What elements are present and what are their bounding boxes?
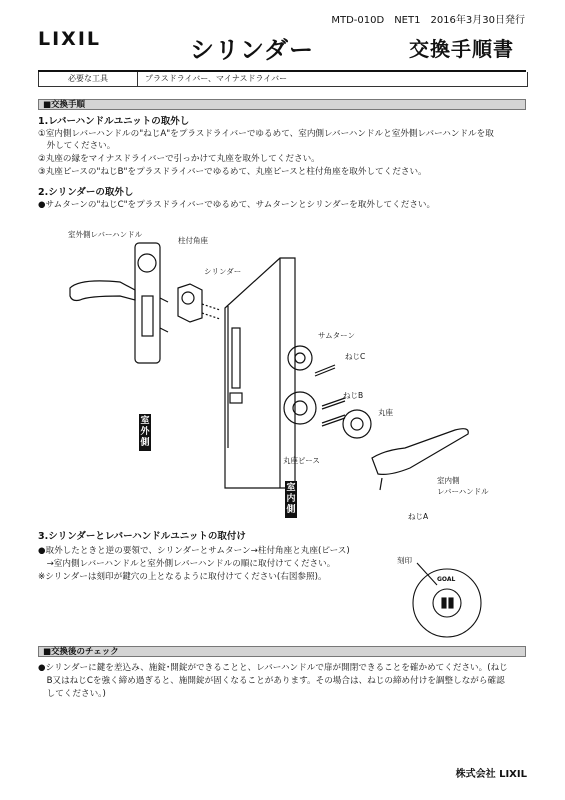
page-title: シリンダー: [190, 36, 315, 64]
tools-table: [38, 72, 528, 87]
label-screw-a: ねじA: [408, 512, 429, 521]
label-screw-b: ねじB: [343, 391, 364, 400]
document-info: MTD-010D NET1 2016年3月30日発行: [331, 15, 525, 26]
outdoor-lever-handle: [70, 281, 135, 301]
screw-a: [380, 478, 382, 490]
indoor-side-label: 室内側: [285, 481, 297, 518]
screw-c: [315, 365, 335, 376]
procedure-heading: ■交換手順: [38, 99, 526, 110]
cylinder-face-figure: [405, 555, 525, 645]
label-outdoor-lever: 室外側レバーハンドル: [68, 230, 143, 239]
step3-line: →室内側レバーハンドルと室外側レバーハンドルの順に取付けてください。: [38, 559, 336, 569]
label-rosette-piece: 丸座ピース: [283, 456, 320, 465]
step1-title: 1.レバーハンドルユニットの取外し: [38, 116, 190, 127]
company-name: 株式会社 LIXIL: [455, 769, 527, 780]
label-cylinder: シリンダー: [204, 267, 242, 276]
rosette: [343, 410, 371, 438]
cylinder: [178, 284, 202, 322]
step2-title: 2.シリンダーの取外し: [38, 187, 134, 198]
exploded-assembly-diagram: [60, 218, 520, 518]
thumbturn: [288, 346, 312, 370]
label-post-plate: 柱付角座: [178, 236, 208, 245]
step1-line: 外してください。: [38, 141, 116, 151]
step1-line: ②丸座の縁をマイナスドライバーで引っかけて丸座を取外してください。: [38, 154, 320, 164]
label-rosette: 丸座: [378, 408, 393, 417]
check-line: してください。): [38, 689, 106, 699]
document-type: 交換手順書: [409, 37, 514, 61]
tools-label: 必要な工具: [39, 72, 138, 86]
step1-line: ③丸座ピースの"ねじB"をプラスドライバーでゆるめて、丸座ピースと柱付角座を取外してください。: [38, 167, 427, 177]
check-heading: ■交換後のチェック: [38, 646, 526, 657]
door-panel: [225, 258, 295, 488]
lixil-logo: LIXIL: [38, 28, 102, 50]
label-indoor-lever: 室内側: [437, 476, 460, 485]
tools-value: プラスドライバー、マイナスドライバー: [145, 74, 288, 83]
step3-title: 3.シリンダーとレバーハンドルユニットの取付け: [38, 531, 246, 542]
step3-line: ※シリンダーは刻印が鍵穴の上となるように取付けてください(右図参照)。: [38, 572, 327, 582]
rosette-piece: [284, 392, 316, 424]
screw-b: [322, 398, 345, 426]
step3-line: ●取外したときと逆の要領で、シリンダーとサムターン→柱付角座と丸座(ピース): [38, 546, 350, 556]
label-indoor-lever-2: レバーハンドル: [437, 487, 489, 496]
check-line: ●シリンダーに鍵を差込み、施錠･開錠ができることと、レバーハンドルで扉が開閉できることを確かめてください。(ねじ: [38, 663, 508, 673]
step1-line: ①室内側レバーハンドルの"ねじA"をプラスドライバーでゆるめて、室内側レバーハンドルと室外側レバーハンドルを取: [38, 129, 494, 139]
indoor-lever-handle: [372, 429, 468, 475]
goal-engraving: GOAL: [437, 576, 456, 583]
engraving-label: 刻印: [397, 556, 412, 565]
step2-line: ●サムターンの"ねじC"をプラスドライバーでゆるめて、サムターンとシリンダーを取外してください。: [38, 200, 436, 210]
latch-plate: [232, 328, 240, 388]
check-line: B又はねじCを強く締め過ぎると、施開錠が固くなることがあります。その場合は、ねじの締め付けを調整しながら確認: [38, 676, 505, 686]
outdoor-side-label: 室外側: [139, 414, 151, 451]
label-thumbturn: サムターン: [318, 331, 355, 340]
label-screw-c: ねじC: [345, 352, 366, 361]
